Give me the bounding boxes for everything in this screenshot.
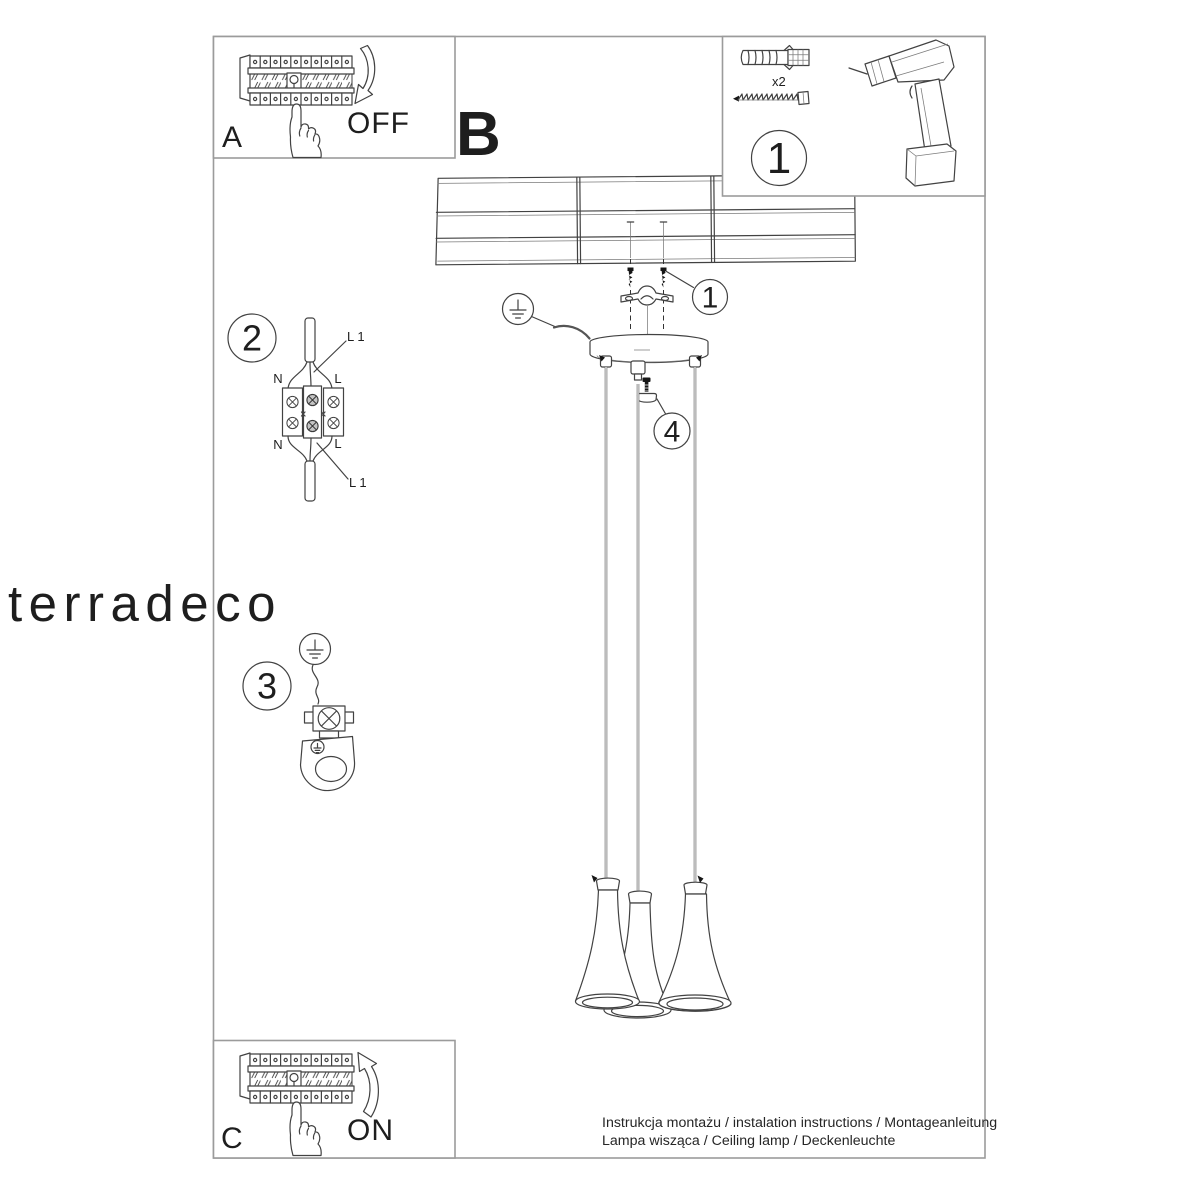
circuit-breaker-panel-icon	[240, 55, 354, 105]
label-live-bottom: L 1	[349, 475, 367, 490]
earth-ground-icon	[503, 294, 590, 339]
lamp-cable-bottom	[305, 461, 315, 501]
panel-a	[214, 37, 456, 159]
panel-a-action: OFF	[347, 107, 410, 140]
watermark-text: terradeco	[8, 575, 282, 632]
anchor-qty-label: x2	[772, 74, 786, 89]
step-2-number: 2	[241, 317, 263, 359]
label-line-top: L	[334, 371, 342, 386]
label-neutral-bottom: N	[273, 437, 283, 452]
ground-terminal-clamp	[305, 706, 354, 738]
footer-line-1: Instrukcja montażu / instalation instructions / Montageanleitung	[602, 1115, 998, 1131]
label-live-top: L 1	[347, 329, 365, 344]
mounting-screws	[628, 268, 667, 288]
panel-tools	[723, 37, 986, 197]
panel-a-label: A	[222, 121, 243, 154]
step-1-callout	[667, 272, 728, 315]
step-4-number: 4	[663, 415, 681, 449]
label-line-bottom: L	[334, 436, 342, 451]
panel-c-action: ON	[347, 1114, 394, 1147]
step-3-number: 3	[256, 665, 278, 707]
canopy-ground-bracket	[301, 737, 355, 791]
pendant-shade-right	[659, 876, 731, 1012]
step-1-number: 1	[701, 281, 719, 315]
supply-cable-top	[305, 318, 315, 362]
footer-text	[602, 1115, 997, 1149]
panel-c	[214, 1041, 456, 1159]
terminal-block	[283, 386, 344, 438]
panel-b-label: B	[456, 100, 501, 169]
wiring-diagram	[228, 314, 367, 501]
earth-ground-icon	[300, 634, 331, 665]
tools-step-number: 1	[766, 134, 792, 183]
cord-adjuster	[638, 378, 657, 403]
step-4-callout	[654, 399, 690, 449]
circuit-breaker-panel-icon	[240, 1053, 354, 1103]
ground-clamp-diagram	[243, 634, 355, 791]
ceiling-canopy	[590, 335, 708, 380]
label-neutral-top: N	[273, 371, 283, 386]
panel-c-label: C	[221, 1122, 243, 1155]
footer-line-2: Lampa wisząca / Ceiling lamp / Deckenleuchte	[602, 1133, 896, 1149]
